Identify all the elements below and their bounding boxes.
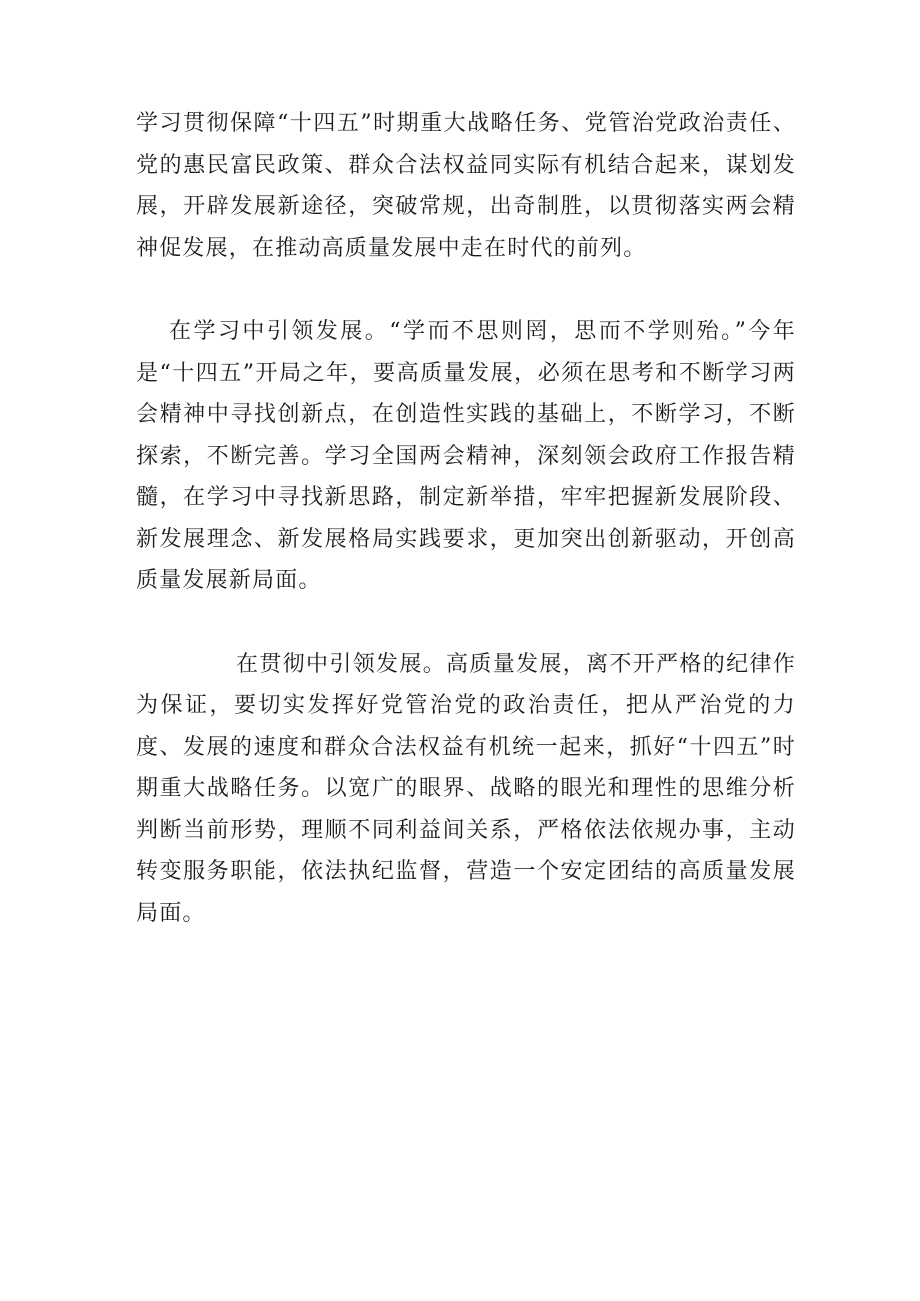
paragraph-3: 在贯彻中引领发展。高质量发展，离不开严格的纪律作为保证，要切实发挥好党管治党的政治责任，把从严治党的力度、发展的速度和群众合法权益有机统一起来，抓好“十四五”时期重大战略任务。以宽广的眼界、战略的眼光和理性的思维分析判断当前形势，理顺不同利益间关系，严格依法依规办事，主动转变服务职能，依法执纪监督，营造一个安定团结的高质量发展局面。 bbox=[136, 651, 796, 926]
paragraph-2: 在学习中引领发展。“学而不思则罔，思而不学则殆。”今年是“十四五”开局之年，要高质量发展，必须在思考和不断学习两会精神中寻找创新点，在创造性实践的基础上，不断学习，不断探索，不断完善。学习全国两会精神，深刻领会政府工作报告精髓，在学习中寻找新思路，制定新举措，牢牢把握新发展阶段、新发展理念、新发展格局实践要求，更加突出创新驱动，开创高质量发展新局面。 bbox=[136, 319, 796, 593]
document-body bbox=[136, 103, 796, 934]
paragraph-1: 学习贯彻保障“十四五”时期重大战略任务、党管治党政治责任、党的惠民富民政策、群众合法权益同实际有机结合起来，谋划发展，开辟发展新途径，突破常规，出奇制胜，以贯彻落实两会精神促发展，在推动高质量发展中走在时代的前列。 bbox=[136, 111, 796, 261]
